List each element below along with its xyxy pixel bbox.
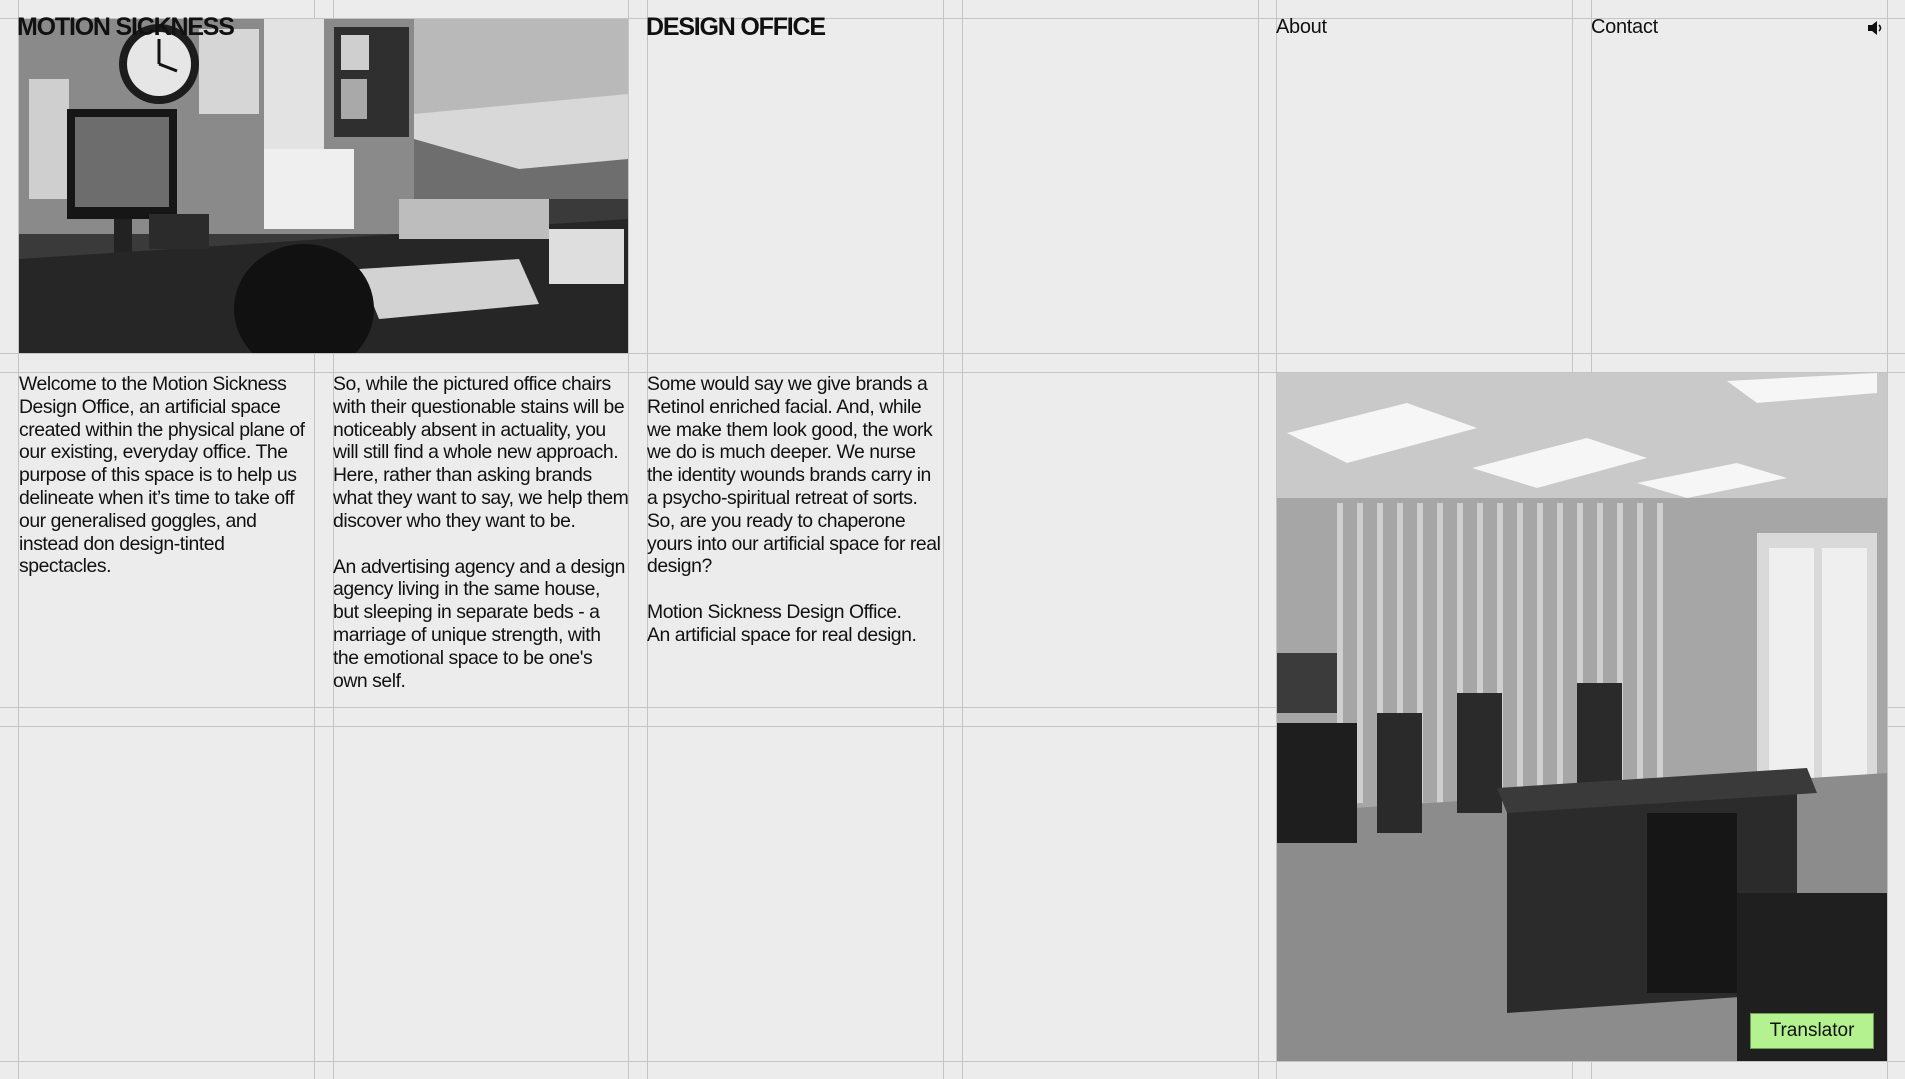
intro-paragraph: Welcome to the Motion Sickness Design Office, an artificial space created within the physical plane of our existing, everyday office. The purpose of this space is to help us delineate when it’s time to take off our generalised goggles, and instead don design-tinted spectacles. bbox=[19, 373, 305, 578]
philosophy-paragraph: Some would say we give brands a Retinol enriched facial. And, while we make them look good, the work we do is much deeper. We nurse the identity wounds brands carry in a psycho-spiritual retreat of sorts. So, are you ready to chaperone yours into our artificial space for real design? bbox=[647, 373, 941, 578]
brand-wordmark-right: DESIGN OFFICE bbox=[646, 13, 825, 41]
philosophy-text-column bbox=[647, 373, 943, 647]
approach-paragraph: So, while the pictured office chairs with their questionable stains will be noticeably absent in actuality, you will still find a whole new approach. Here, rather than asking brands what they want to say, we help them discover who they want to be. bbox=[333, 373, 629, 532]
agency-paragraph: An advertising agency and a design agency living in the same house, but sleeping in separate beds - a marriage of unique strength, with the emotional space to be one's own self. bbox=[333, 555, 625, 692]
office-room-photo bbox=[1277, 373, 1887, 1061]
office-desk-photo bbox=[19, 19, 628, 353]
brand-wordmark-left[interactable]: MOTION SICKNESS bbox=[17, 13, 234, 41]
speaker-icon[interactable] bbox=[1866, 19, 1884, 37]
translator-button[interactable]: Translator bbox=[1750, 1013, 1874, 1049]
approach-text-column bbox=[333, 373, 629, 692]
nav-contact-link[interactable]: Contact bbox=[1591, 16, 1658, 38]
nav-about-link[interactable]: About bbox=[1276, 16, 1327, 38]
tagline-paragraph: Motion Sickness Design Office. An artificial space for real design. bbox=[647, 601, 917, 646]
